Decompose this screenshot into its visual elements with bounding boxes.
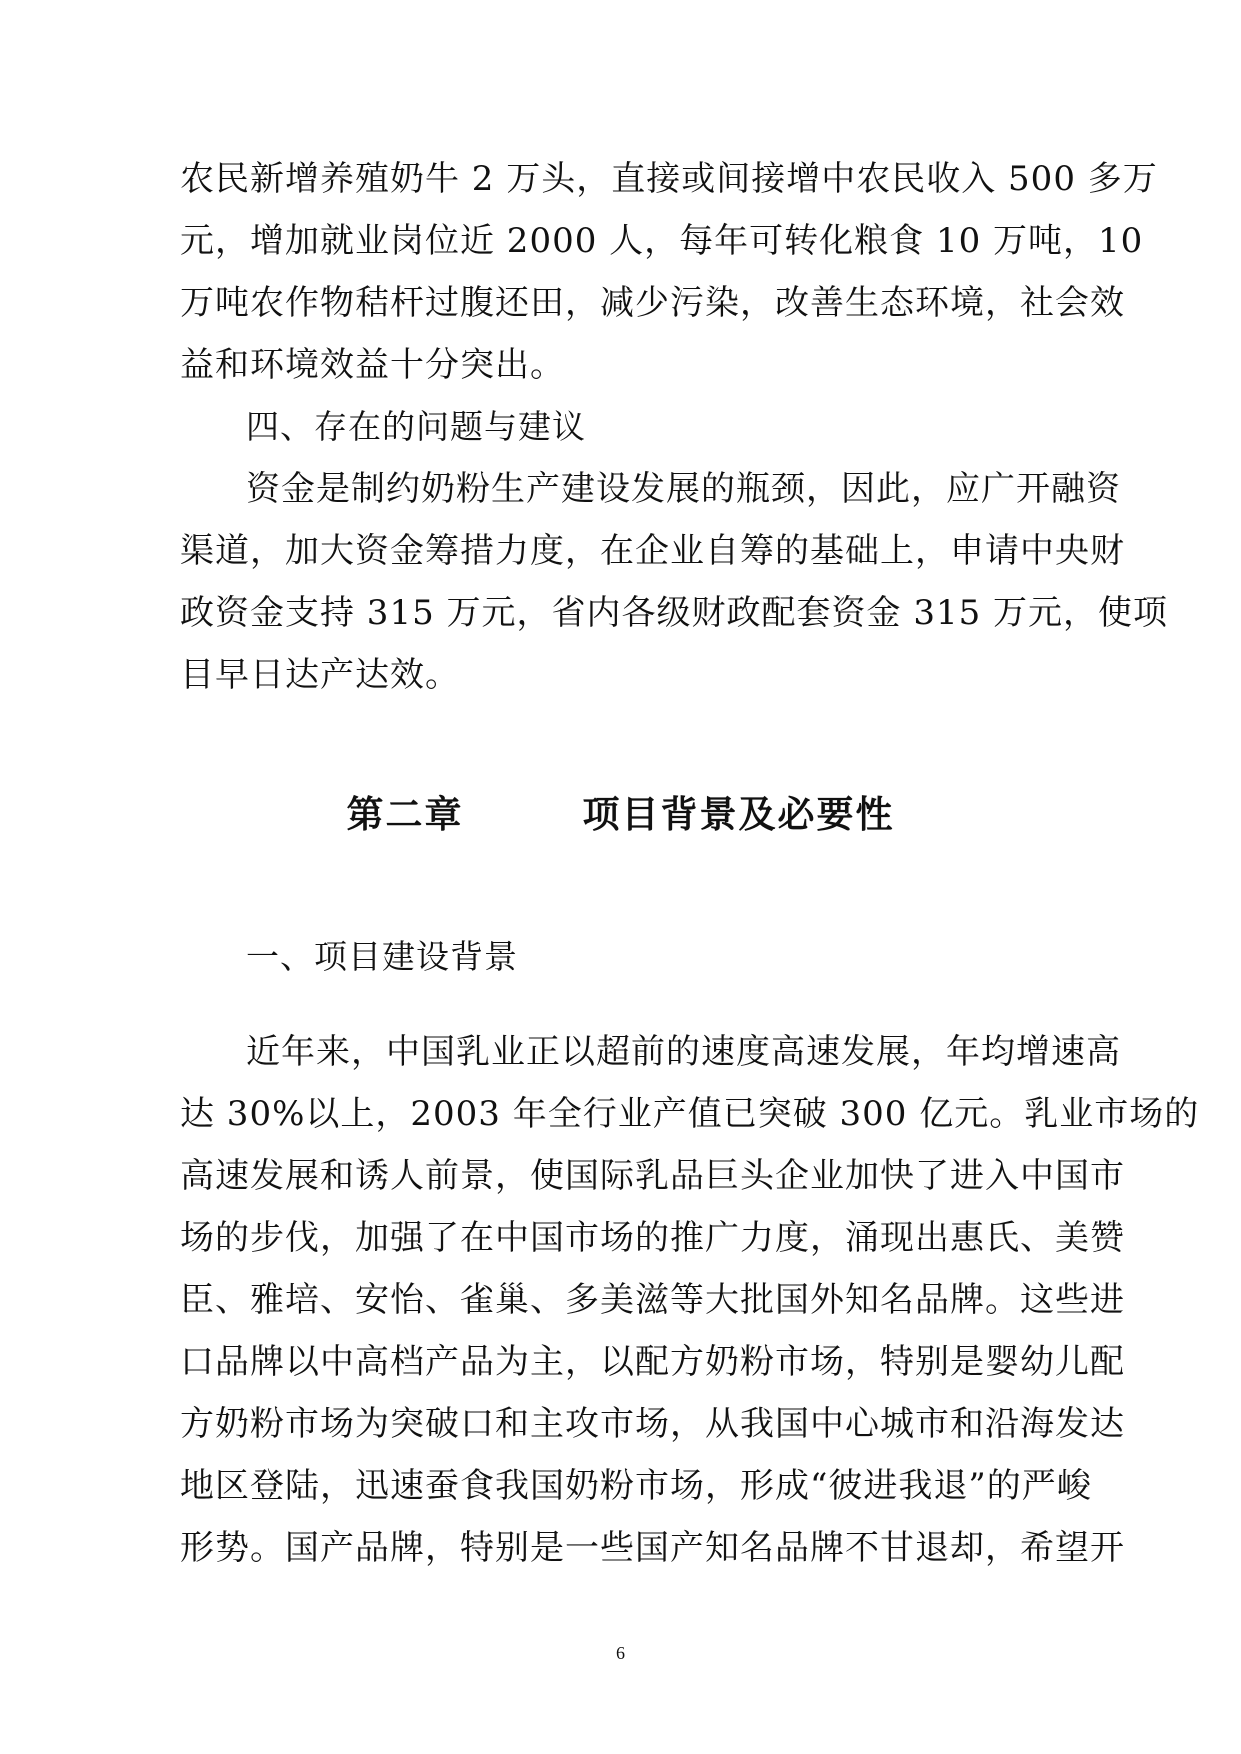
paragraph-line: 地区登陆，迅速蚕食我国奶粉市场，形成“彼进我退”的严峻 xyxy=(180,1466,1092,1506)
paragraph-line: 形势。国产品牌，特别是一些国产知名品牌不甘退却，希望开 xyxy=(180,1528,1125,1568)
paragraph-line: 高速发展和诱人前景，使国际乳品巨头企业加快了进入中国市 xyxy=(180,1156,1125,1196)
paragraph-line: 臣、雅培、安怡、雀巢、多美滋等大批国外知名品牌。这些进 xyxy=(180,1280,1125,1320)
section-heading: 四、存在的问题与建议 xyxy=(246,407,586,446)
paragraph-line: 元，增加就业岗位近 2000 人，每年可转化粮食 10 万吨，10 xyxy=(180,221,1144,261)
section-heading: 一、项目建设背景 xyxy=(246,937,518,976)
paragraph-line: 方奶粉市场为突破口和主攻市场，从我国中心城市和沿海发达 xyxy=(180,1404,1125,1444)
paragraph-line: 益和环境效益十分突出。 xyxy=(180,345,565,385)
paragraph-line: 农民新增养殖奶牛 2 万头，直接或间接增中农民收入 500 多万 xyxy=(180,159,1158,199)
page-number: 6 xyxy=(616,1643,625,1663)
paragraph-line: 场的步伐，加强了在中国市场的推广力度，涌现出惠氏、美赞 xyxy=(180,1218,1125,1258)
paragraph-line: 资金是制约奶粉生产建设发展的瓶颈，因此，应广开融资 xyxy=(246,469,1121,509)
paragraph-line: 目早日达产达效。 xyxy=(180,655,460,695)
paragraph-line: 渠道，加大资金筹措力度，在企业自筹的基础上，申请中央财 xyxy=(180,531,1125,571)
paragraph-line: 达 30%以上，2003 年全行业产值已突破 300 亿元。乳业市场的 xyxy=(180,1094,1200,1134)
paragraph-line: 口品牌以中高档产品为主，以配方奶粉市场，特别是婴幼儿配 xyxy=(180,1342,1125,1382)
paragraph-line: 近年来，中国乳业正以超前的速度高速发展，年均增速高 xyxy=(246,1032,1121,1072)
paragraph-line: 万吨农作物秸杆过腹还田，减少污染，改善生态环境，社会效 xyxy=(180,283,1125,323)
paragraph-line: 政资金支持 315 万元，省内各级财政配套资金 315 万元，使项 xyxy=(180,593,1169,633)
chapter-title: 第二章 项目背景及必要性 xyxy=(346,793,895,836)
